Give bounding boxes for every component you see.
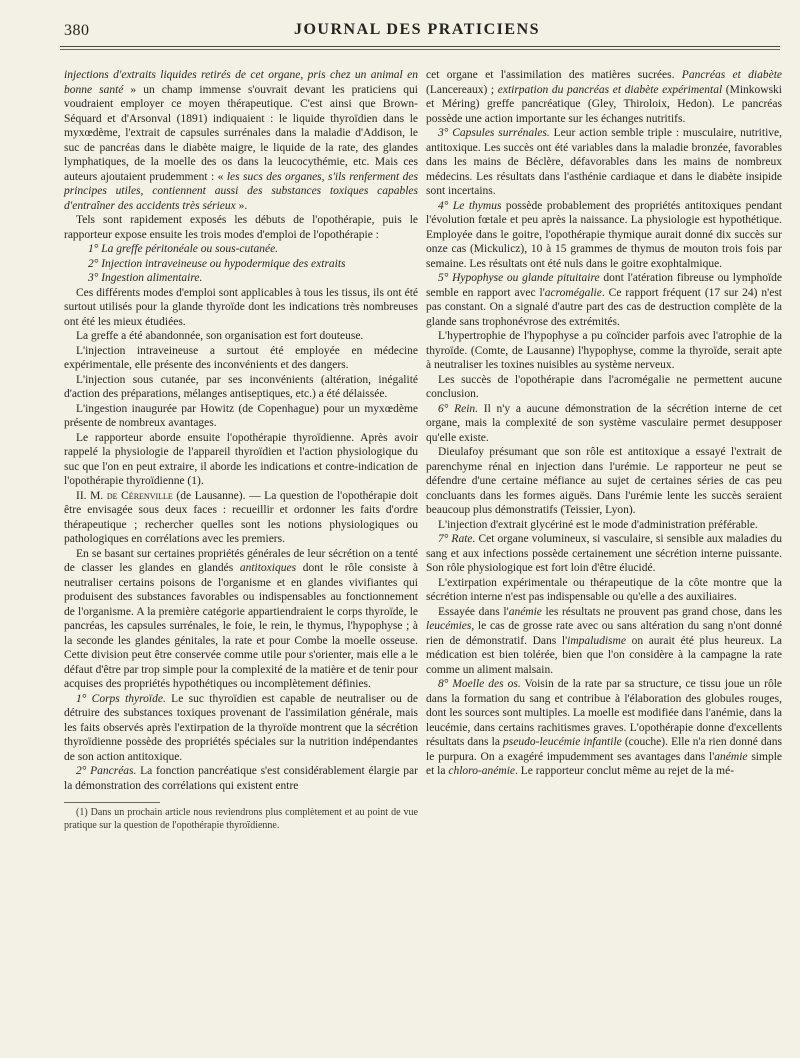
paragraph: En se basant sur certaines propriétés générales de leur sécrétion on a tenté de classer les glandes en glandés antitoxiques dont le rôle consiste à neutraliser certains poisons de l'organisme et en glandes vivifiantes qui produisent des substances favorables ou indispensables au fonctionnement de l'organisme. A la première catégorie appartiendraient le corps thyroïde, le pancréas, les capsules surrénales, le foie, le rein, le thymus, l'hypophyse ; à la seconde les glandes génitales, la rate et pour Combe la moelle osseuse. Cette division peut être conservée comme utile pour s'orienter, mais elle a le défaut d'être par trop simple pour la complexité de la matière et de tenir pour acquises des propriétés hypothétiques ou incomplètement définies. [64,547,419,690]
section-label: 8° Moelle des os. [438,678,521,690]
paragraph: L'injection sous cutanée, par ses inconvénients (altération, inégalité d'action des préparations, mélanges antiseptiques, etc.) a été délaissée. [64,373,418,400]
paragraph: 4° Le thymus possède probablement des propriétés antitoxiques pendant l'évolution fœtale et peu après la naissance. La physiologie est hypothétique. Employée dans le goitre, l'opothérapie thymique aurait donné dix succès sur onze cas (Mickulicz), 10 à 15 grammes de thymus de mouton trois fois par semaine. Les résultats ont été nuls dans le goitre exophtalmique. [426,199,782,270]
paragraph: Le rapporteur aborde ensuite l'opothérapie thyroïdienne. Après avoir rappelé la physiologie de l'appareil thyroïdien et l'action physiologique du suc que l'on en peut extraire, il aborde les indications et contre-indication de l'opothérapie thyroïdienne (1). [64,431,418,487]
section-label: 7° Rate. [438,533,476,545]
section-label: 4° Le thymus [438,199,502,212]
paragraph: 2° Pancréas. La fonction pancréatique s'est considérablement élargie par la démonstration des corrélations qui existent entre [64,765,418,792]
author-name: de Cérenville [106,489,173,502]
paragraph: 3° Capsules surrénales. Leur action semble triple : musculaire, nutritive, antitoxique. Les succès ont été variables dans la maladie bronzée, favorables dans les mains de Béclère, défavorables dans les mains de nombreux médecins. Les résultats dans l'asthénie cardiaque et dans le diabète insipide sont incertains. [426,127,782,197]
list-item: 1° La greffe péritonéale ou sous-cutanée. [88,243,279,255]
right-column [426,68,782,779]
page-header [60,20,774,46]
paragraph: 6° Rein. Il n'y a aucune démonstration de la sécrétion interne de cet organe, mais la complexité de son système vasculaire permet desupposer qu'elle existe. [426,402,782,444]
paragraph: L'injection intraveineuse a surtout été employée en médecine expérimentale, elle présente des inconvénients et des dangers. [64,344,418,371]
paragraph: L'ingestion inaugurée par Howitz (de Copenhague) pour un myxœdème présente de nombreux avantages. [64,402,418,429]
section-label: 1° Corps thyroïde. [76,692,166,705]
paragraph: 7° Rate. Cet organe volumineux, si vasculaire, si sensible aux maladies du sang et aux infections possède certainement une sécrétion interne puissante. Son rôle physiologique est fort loin d'être élucidé. [426,533,782,574]
paragraph: L'extirpation expérimentale ou thérapeutique de la côte montre que la sécrétion interne n'est pas indispensable ou qu'elle a des auxiliaires. [426,576,782,603]
footnote-rule [64,802,160,803]
paragraph: 8° Moelle des os. Voisin de la rate par sa structure, ce tissu joue un rôle dans la formation du sang et contribue à l'élaboration des globules rouges, dont les sources sont multiples. La moelle est modifiée dans l'anémie, dans la leucémie, dans certains rachitismes graves. L'opothérapie donne d'excellents résultats dans la pseudo-leucémie infantile (couche). Elle n'a rien donné dans le purpura. On a exagéré impudemment ses avantages dans l'anémie simple et la chloro-anémie. Le rapporteur conclut même au rejet de la mé- [426,678,783,777]
paragraph: L'injection d'extrait glycériné est le mode d'administration préférable. [438,518,758,531]
left-column [64,68,418,832]
paragraph: Dieulafoy présumant que son rôle est antitoxique a essayé l'extrait de parenchyme rénal en injection dans l'urémie. Le rapporteur ne peut se défendre d'une certaine méfiance au sujet de certaines séries de cas peu concluants dans les formes aiguës. Dans l'urémie lente les succès seraient beaucoup plus démonstratifs (Teissier, Lyon). [426,446,782,516]
header-rule [60,46,780,47]
paragraph: La greffe a été abandonnée, son organisation est fort douteuse. [76,330,364,342]
section-label: 6° Rein. [438,402,479,415]
section-label: 2° Pancréas. [76,765,137,777]
paragraph: II. M. de Cérenville (de Lausanne). — La question de l'opothérapie doit être envisagée sous deux faces : recueillir et ordonner les faits d'ordre thérapeutique ; rechercher quelles sont les notions physiologiques ou pathologiques en corrélations avec les premiers. [64,489,419,545]
header-rule-thin [60,49,780,50]
section-label: 5° Hypophyse ou glande pituitaire [438,272,600,284]
paragraph: L'hypertrophie de l'hypophyse a pu coïncider parfois avec l'atrophie de la thyroïde. (Comte, de Lausanne) l'hypophyse, comme la thyroïde, serait apte à neutraliser les toxines nuisibles au système nerveux. [426,330,782,371]
paragraph: cet organe et l'assimilation des matières sucrées. Pancréas et diabète (Lancereaux) ; extirpation du pancréas et diabète expérimental (Minkowski et Méring) greffe pancréatique (Gley, Thiroloix, Hedon). Le pancréas possède une action importante sur les échanges nutritifs. [426,69,783,125]
list-item: 2° Injection intraveineuse ou hypodermique des extraits [88,257,346,270]
paragraph: Ces différents modes d'emploi sont applicables à tous les tissus, ils ont été surtout utilisés pour la glande thyroïde dont les indications très nombreuses ont été les mieux étudiées. [64,286,418,328]
page-number: 380 [64,22,90,39]
running-title: JOURNAL DES PRATICIENS [293,21,541,38]
paragraph: Essayée dans l'anémie les résultats ne prouvent pas grand chose, dans les leucémies, le cas de grosse rate avec ou sans altération du sang n'ont donné rien de démonstratif. Dans l'impaludisme on aurait été plus heureux. La médication est bien tolérée, bien que l'on considère à la campagne la rate comme un aliment malsain. [426,605,783,676]
footnote: (1) Dans un prochain article nous reviendrons plus complètement et au point de vue pratique sur la question de l'opothérapie thyroïdienne. [64,807,418,831]
paragraph: Tels sont rapidement exposés les débuts de l'opothérapie, puis le rapporteur expose ensuite les trois modes d'emploi de l'opothérapie : [64,214,418,241]
list-item: 3° Ingestion alimentaire. [88,272,203,284]
paragraph: Les succès de l'opothérapie dans l'acromégalie ne permettent aucune conclusion. [426,373,782,400]
paragraph: injections d'extraits liquides retirés de cet organe, pris chez un animal en bonne santé » un champ immense s'ouvrait devant les praticiens qui voudraient employer ce moyen thérapeutique. C'est ainsi que Brown-Séquard et d'Arsonval (1891) indiquaient : le liquide thyroïdien dans le myxœdème, l'extrait de capsules surrénales dans la maladie d'Addison, le suc de pancréas dans le diabète maigre, le liquide de la rate, des glandes lymphatiques, de la moelle des os dans la leucocythémie, etc. Mais ces auteurs ajoutaient prudemment : « les sucs des organes, s'ils renferment des principes utiles, contiennent aussi des substances toxiques capables d'entraîner des accidents très sérieux ». [64,69,419,212]
paragraph: 5° Hypophyse ou glande pituitaire dont l'atération fibreuse ou lymphoïde semble en rapport avec l'acromégalie. Ce rapport fréquent (17 sur 24) n'est pas constant. On a signalé d'autre part des cas de destruction complète de la glande sans trophonévrose des extrémités. [426,272,783,328]
section-label: 3° Capsules surrénales. [438,127,550,139]
paragraph: 1° Corps thyroïde. Le suc thyroïdien est capable de neutraliser ou de détruire des substances toxiques provenant de l'assimilation générale, mais les faits observés après l'extirpation de la thyroïde montrent que la sécrétion thyroïdienne possède des propriétés spéciales sur la nutrition indépendantes de son action antitoxique. [64,692,418,763]
